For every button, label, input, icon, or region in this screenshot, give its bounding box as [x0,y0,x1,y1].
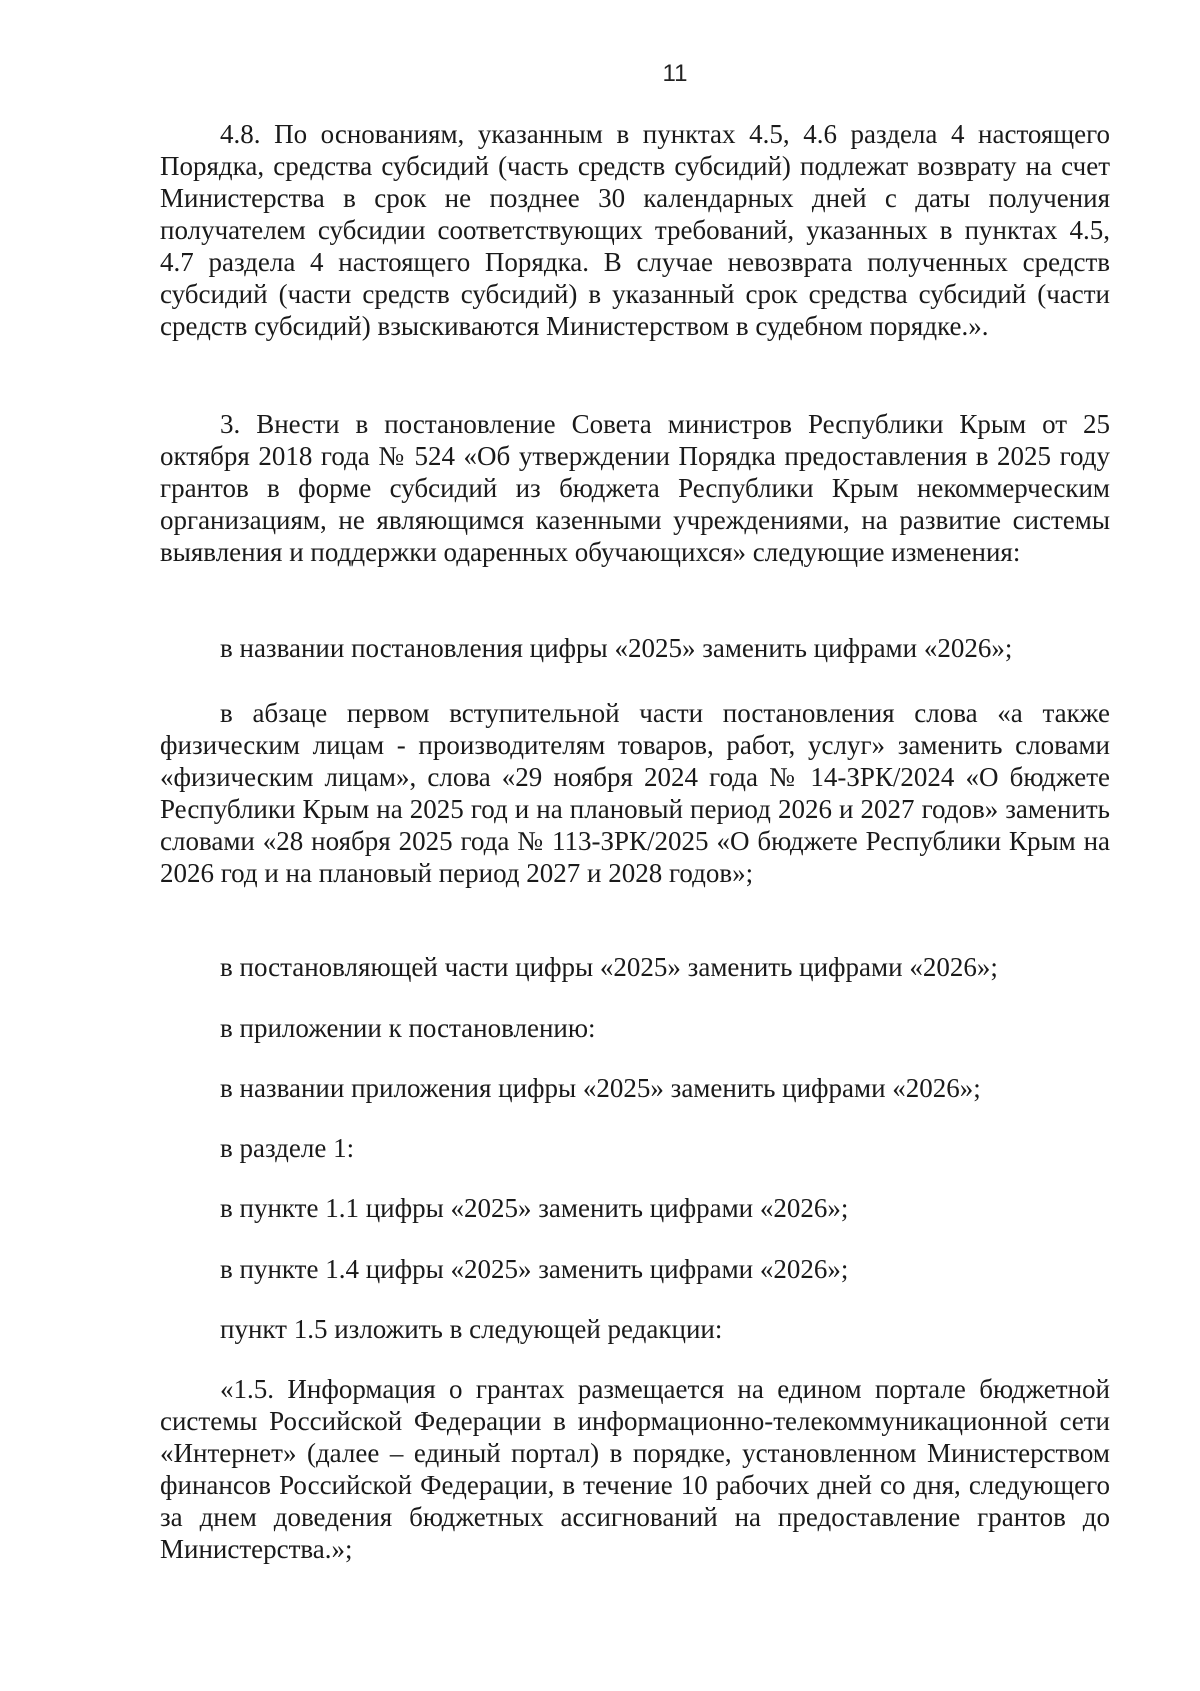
amendment-item-1-4: в пункте 1.4 цифры «2025» заменить цифрами «2026»; [220,1254,849,1284]
amendment-item-1-1: в пункте 1.1 цифры «2025» заменить цифрами «2026»; [220,1193,849,1223]
amendment-appendix-intro: в приложении к постановлению: [220,1013,596,1043]
amendment-first-paragraph: в абзаце первом вступительной части постановления слова «а также физическим лицам - производителям товаров, работ, услуг» заменить словами «физическим лицам», слова «29 ноября 2024 года № 14-ЗРК/2024 «О бюджете Республики Крым на 2025 год и на плановый период 2026 и 2027 годов» заменить словами «28 ноября 2025 года № 113-ЗРК/2025 «О бюджете Республики Крым на 2026 год и на плановый период 2027 и 2028 годов»; [160,698,1110,888]
amendment-section-1: в разделе 1: [220,1133,355,1163]
paragraph-3: 3. Внести в постановление Совета министров Республики Крым от 25 октября 2018 года № 524 «Об утверждении Порядка предоставления в 2025 году грантов в форме субсидий из бюджета Республики Крым некоммерческим организациям, не являющимся казенными учреждениями, на развитие системы выявления и поддержки одаренных обучающихся» следующие изменения: [160,409,1110,567]
amendment-title-line: в названии постановления цифры «2025» заменить цифрами «2026»; [220,633,1013,663]
paragraph-4-8: 4.8. По основаниям, указанным в пунктах 4.5, 4.6 раздела 4 настоящего Порядка, средства субсидий (часть средств субсидий) подлежат возврату на счет Министерства в срок не позднее 30 календарных дней с даты получения получателем субсидии соответствующих требований, указанных в пунктах 4.5, 4.7 раздела 4 настоящего Порядка. В случае невозврата полученных средств субсидий (части средств субсидий) в указанный срок средства субсидий (части средств субсидий) взыскиваются Министерством в судебном порядке.». [160,119,1110,341]
paragraph-1-5: «1.5. Информация о грантах размещается на едином портале бюджетной системы Российской Федерации в информационно-телекоммуникационной сети «Интернет» (далее – единый портал) в порядке, установленном Министерством финансов Российской Федерации, в течение 10 рабочих дней со дня, следующего за днем доведения бюджетных ассигнований на предоставление грантов до Министерства.»; [160,1374,1110,1564]
amendment-operative-part: в постановляющей части цифры «2025» заменить цифрами «2026»; [220,952,998,982]
page-number: 11 [662,60,688,87]
amendment-appendix-title: в названии приложения цифры «2025» заменить цифрами «2026»; [220,1073,981,1103]
amendment-item-1-5-intro: пункт 1.5 изложить в следующей редакции: [220,1314,723,1344]
